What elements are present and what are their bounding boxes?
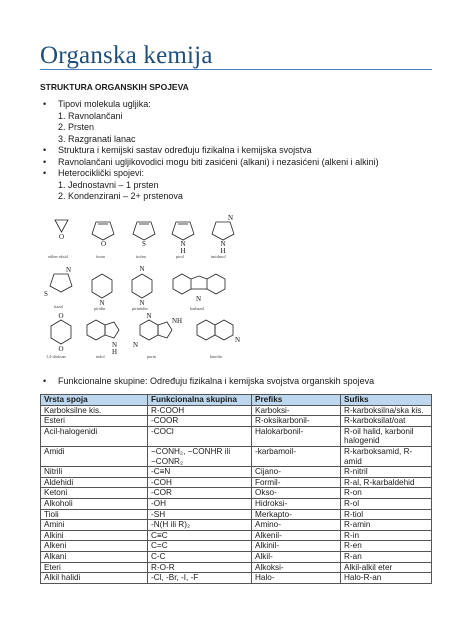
table-cell: R-O-R bbox=[148, 562, 252, 573]
numbered-item: 2. Prsten bbox=[58, 122, 95, 132]
table-cell: R-COOH bbox=[148, 405, 252, 416]
section-heading: STRUKTURA ORGANSKIH SPOJEVA bbox=[40, 82, 189, 92]
hydrogen-atom-label: H bbox=[112, 348, 118, 356]
table-row bbox=[41, 416, 432, 427]
table-cell: -SH bbox=[148, 509, 252, 520]
table-cell: Alkeni bbox=[41, 541, 148, 552]
bullet-item: • Tipovi molekula ugljika: bbox=[40, 99, 440, 111]
bullet-item: • Struktura i kemijski sastav određuju fizikalna i kemijska svojstva bbox=[40, 145, 440, 157]
furan-structure bbox=[92, 222, 114, 259]
table-cell: R-al, R-karbaldehid bbox=[341, 477, 432, 488]
table-cell: R-in bbox=[341, 530, 432, 541]
nitrogen-atom-label: N bbox=[180, 240, 186, 248]
table-cell: -C≡N bbox=[148, 467, 252, 478]
column-header: Vrsta spoja bbox=[41, 395, 148, 406]
table-cell: Karboksilne kis. bbox=[41, 405, 148, 416]
column-header: Funkcionalna skupina bbox=[148, 395, 252, 406]
table-cell: C=C bbox=[148, 541, 252, 552]
table-cell: R-karboksamid, R-amid bbox=[341, 446, 432, 466]
table-row bbox=[41, 477, 432, 488]
table-cell: Alkinil- bbox=[252, 541, 341, 552]
molecule-name: etilen-oksid bbox=[48, 254, 68, 259]
table-cell: −CONH₂, −CONHR ili −CONR₂ bbox=[148, 446, 252, 466]
table-cell: Alkenil- bbox=[252, 530, 341, 541]
molecule-name: imidazol bbox=[211, 254, 226, 259]
bullet-list bbox=[40, 99, 440, 203]
table-row bbox=[41, 498, 432, 509]
numbered-item: 3. Razgranati lanac bbox=[58, 133, 136, 144]
table-cell: Karboksi- bbox=[252, 405, 341, 416]
table-row bbox=[41, 509, 432, 520]
table-cell: R-ol bbox=[341, 498, 432, 509]
nitrogen-atom-label: N bbox=[146, 312, 152, 320]
ethylene-oxide-structure bbox=[48, 220, 69, 259]
table-cell: Halokarbonil- bbox=[252, 426, 341, 446]
dioxane-structure bbox=[46, 312, 71, 360]
table-cell: Alkoholi bbox=[41, 498, 148, 509]
table-cell: Tioli bbox=[41, 509, 148, 520]
table-row bbox=[41, 520, 432, 531]
table-cell: Esteri bbox=[41, 416, 148, 427]
bullet-item: • Heterociklički spojevi: bbox=[40, 168, 440, 180]
table-row bbox=[41, 562, 432, 573]
functional-groups-table bbox=[40, 394, 432, 584]
hydrogen-atom-label: H bbox=[220, 247, 226, 255]
pyrrole-structure bbox=[172, 222, 194, 259]
thiophene-structure bbox=[133, 222, 155, 259]
table-cell: Alkani bbox=[41, 551, 148, 562]
nitrogen-atom-label: N bbox=[139, 299, 145, 307]
table-cell: Alkini bbox=[41, 530, 148, 541]
table-cell: R-oil halid, karbonil halogenid bbox=[341, 426, 432, 446]
table-cell: Amini bbox=[41, 520, 148, 531]
molecule-name: pirimidin bbox=[132, 306, 148, 311]
table-body bbox=[41, 405, 432, 583]
heterocycle-structures-figure bbox=[30, 208, 270, 368]
molecule-name: tiofen bbox=[136, 254, 146, 259]
table-row bbox=[41, 488, 432, 499]
table-cell: Halo-R-an bbox=[341, 573, 432, 584]
column-header: Sufiks bbox=[341, 395, 432, 406]
table-cell: -COCl bbox=[148, 426, 252, 446]
pyridine-structure bbox=[92, 274, 112, 311]
nitrogen-atom-label: N bbox=[235, 336, 241, 344]
table-cell: R-amin bbox=[341, 520, 432, 531]
table-cell: Ketoni bbox=[41, 488, 148, 499]
thiazole-structure bbox=[44, 266, 72, 309]
nitrogen-atom-label: N bbox=[139, 265, 145, 273]
carbazole-structure bbox=[173, 274, 225, 311]
sulfur-atom-label: S bbox=[44, 290, 48, 298]
table-cell: C-C bbox=[148, 551, 252, 562]
numbered-item: 2. Kondenzirani – 2+ prstenova bbox=[58, 191, 183, 201]
nitrogen-atom-label: N bbox=[196, 295, 202, 303]
table-cell: Alkoksi- bbox=[252, 562, 341, 573]
imidazole-structure bbox=[211, 214, 234, 259]
table-cell: Halo- bbox=[252, 573, 341, 584]
table-cell: R-on bbox=[341, 488, 432, 499]
sulfur-atom-label: S bbox=[142, 240, 146, 248]
table-row bbox=[41, 446, 432, 466]
oxygen-atom-label: O bbox=[59, 233, 65, 241]
table-cell: C≡C bbox=[148, 530, 252, 541]
molecule-name: 1,4-dioksan bbox=[46, 354, 66, 359]
table-cell: -Cl, -Br, -I, -F bbox=[148, 573, 252, 584]
molecule-name: piridin bbox=[94, 306, 106, 311]
table-cell: -N(H ili R)₂ bbox=[148, 520, 252, 531]
oxygen-atom-label: O bbox=[58, 312, 64, 320]
nitrogen-atom-label: N bbox=[220, 240, 226, 248]
table-cell: Amidi bbox=[41, 446, 148, 466]
table-cell: R-en bbox=[341, 541, 432, 552]
table-cell: Formil- bbox=[252, 477, 341, 488]
indole-structure bbox=[87, 320, 119, 359]
nitrogen-atom-label: N bbox=[228, 214, 234, 222]
table-cell: -COOR bbox=[148, 416, 252, 427]
table-cell: R-tiol bbox=[341, 509, 432, 520]
table-row bbox=[41, 530, 432, 541]
table-row bbox=[41, 551, 432, 562]
molecule-name: karbazol bbox=[190, 306, 205, 311]
table-cell: Alkil- bbox=[252, 551, 341, 562]
nitrogen-atom-label: N bbox=[99, 299, 105, 307]
table-row bbox=[41, 467, 432, 478]
table-cell: Hidroksi- bbox=[252, 498, 341, 509]
molecule-name: purin bbox=[147, 354, 156, 359]
table-cell: -karbamoil- bbox=[252, 446, 341, 466]
column-header: Prefiks bbox=[252, 395, 341, 406]
molecule-name: tiazol bbox=[54, 304, 64, 309]
table-header-row bbox=[41, 395, 432, 406]
table-row bbox=[41, 426, 432, 446]
table-cell: R-karboksilna/ska kis. bbox=[341, 405, 432, 416]
molecule-structures-svg bbox=[30, 208, 270, 368]
table-cell: Acil-halogenidi bbox=[41, 426, 148, 446]
purine-structure bbox=[133, 312, 182, 359]
bullet-item: • Ravnolančani ugljikovodici mogu biti zasićeni (alkani) i nezasićeni (alkeni i alkini) bbox=[40, 157, 440, 169]
table-row bbox=[41, 541, 432, 552]
table-cell: Aldehidi bbox=[41, 477, 148, 488]
table-cell: Merkapto- bbox=[252, 509, 341, 520]
molecule-name: pirol bbox=[176, 254, 184, 259]
table-cell: Okso- bbox=[252, 488, 341, 499]
table-cell: -OH bbox=[148, 498, 252, 509]
table-cell: -COR bbox=[148, 488, 252, 499]
numbered-item: 1. Ravnolančani bbox=[58, 110, 123, 121]
table-cell: -COH bbox=[148, 477, 252, 488]
table-cell: Eteri bbox=[41, 562, 148, 573]
table-cell: Amino- bbox=[252, 520, 341, 531]
document-title: Organska kemija bbox=[40, 42, 213, 69]
quinoline-structure bbox=[197, 320, 240, 359]
table-cell: Nitrili bbox=[41, 467, 148, 478]
nitrogen-atom-label: N bbox=[112, 341, 118, 349]
molecule-name: kinolin bbox=[210, 354, 222, 359]
table-row bbox=[41, 405, 432, 416]
table-cell: R-oksikarbonil- bbox=[252, 416, 341, 427]
nitrogen-atom-label: N bbox=[66, 266, 72, 274]
functional-groups-bullet: • Funkcionalne skupine: Određuju fizikalna i kemijska svojstva organskih spojeva bbox=[40, 376, 374, 386]
hydrogen-atom-label: H bbox=[180, 247, 186, 255]
table-cell: R-karboksilat/oat bbox=[341, 416, 432, 427]
table-row bbox=[41, 573, 432, 584]
table-cell: Alkil-alkil eter bbox=[341, 562, 432, 573]
pyrimidine-structure bbox=[132, 265, 152, 311]
table-cell: R-an bbox=[341, 551, 432, 562]
nh-group-label: NH bbox=[172, 317, 183, 325]
title-underline bbox=[40, 69, 432, 70]
table-cell: Alkil halidi bbox=[41, 573, 148, 584]
molecule-name: furan bbox=[96, 254, 105, 259]
nitrogen-atom-label: N bbox=[133, 341, 139, 349]
oxygen-atom-label: O bbox=[101, 240, 107, 248]
numbered-item: 1. Jednostavni – 1 prsten bbox=[58, 179, 159, 190]
molecule-name: indol bbox=[96, 354, 105, 359]
table-cell: R-nitril bbox=[341, 467, 432, 478]
oxygen-atom-label: O bbox=[58, 345, 64, 353]
table-cell: Cijano- bbox=[252, 467, 341, 478]
